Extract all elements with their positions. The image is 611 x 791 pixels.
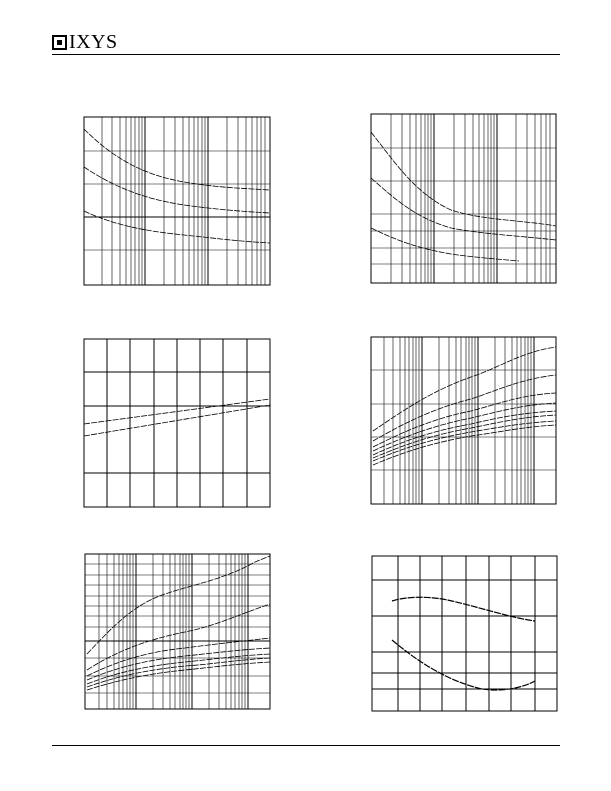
chart-5-curve-5 <box>87 654 270 684</box>
chart-5-grid <box>85 554 270 709</box>
chart-2-grid <box>371 114 556 283</box>
header-rule <box>52 54 560 55</box>
chart-5 <box>85 554 271 710</box>
chart-4-curve-8 <box>373 425 556 465</box>
chart-4 <box>371 337 557 505</box>
chart-3-grid <box>84 339 270 507</box>
brand-name: IXYS <box>69 31 118 53</box>
chart-4-curve-1 <box>373 347 556 431</box>
chart-4-curve-2 <box>373 375 556 441</box>
page-header <box>52 30 560 56</box>
chart-6-grid <box>372 556 557 711</box>
chart-2-curve-1 <box>371 132 556 226</box>
chart-6-curve-1 <box>392 597 535 621</box>
chart-2 <box>371 114 557 284</box>
chart-3 <box>84 339 271 508</box>
chart-1-grid <box>84 117 270 285</box>
chart-1 <box>84 117 271 286</box>
brand-logo <box>52 32 118 52</box>
chart-6-frame <box>372 556 557 711</box>
chart-6 <box>372 556 558 712</box>
chart-4-curve-4 <box>373 403 556 451</box>
ixys-logo-icon <box>52 35 67 50</box>
chart-4-curve-6 <box>373 415 556 458</box>
chart-4-grid <box>371 337 556 504</box>
chart-2-frame <box>371 114 556 283</box>
chart-6-curve-2 <box>392 640 535 690</box>
chart-4-curve-7 <box>373 421 556 461</box>
footer-rule <box>52 745 560 746</box>
chart-5-curve-1 <box>87 556 270 654</box>
